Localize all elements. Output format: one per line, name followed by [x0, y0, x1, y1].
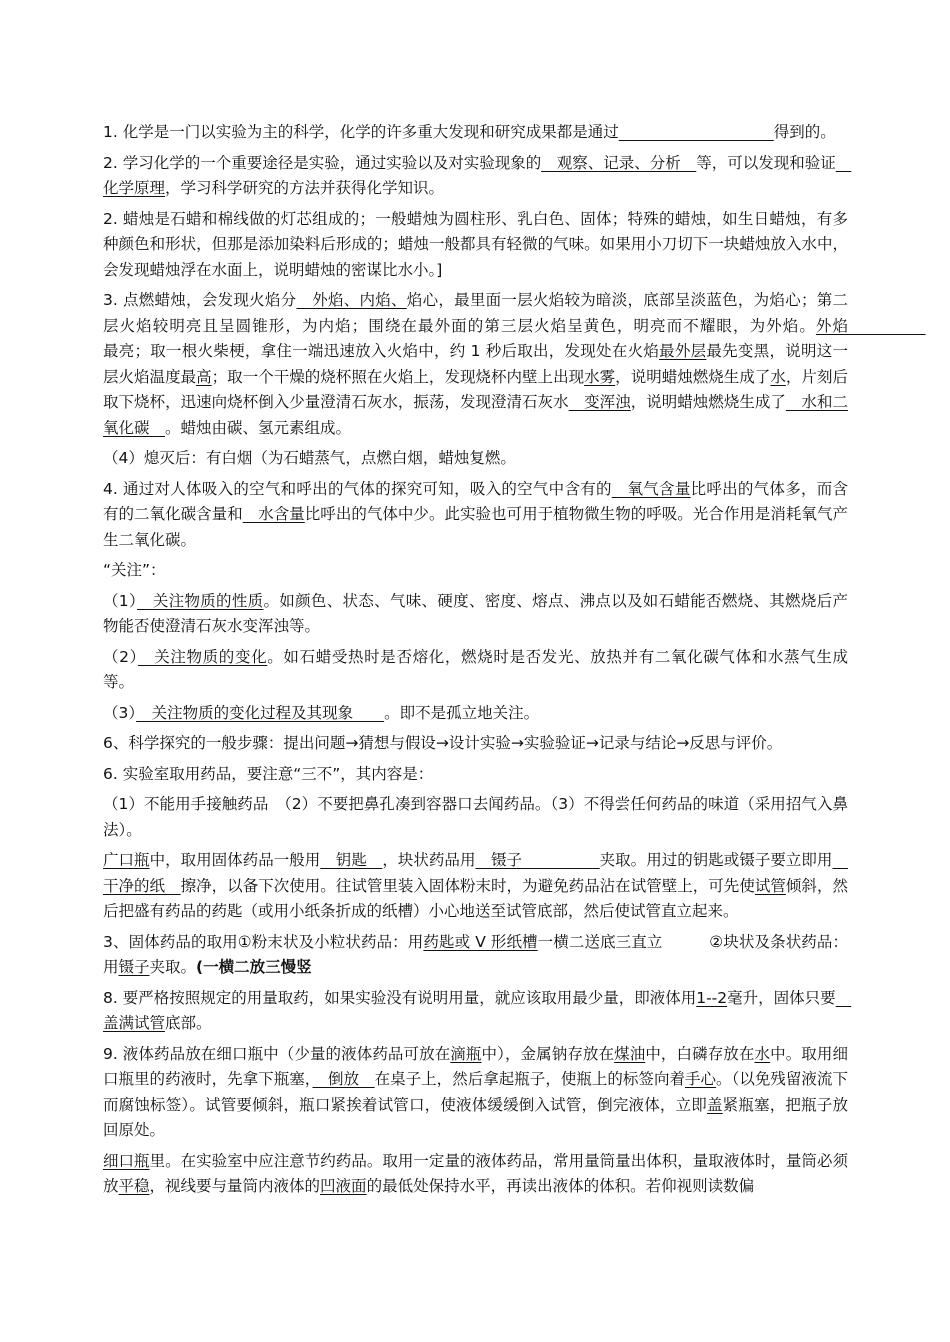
text-run: 。（以免残留液流下而腐蚀标签）。试管要倾斜，瓶口紧挨着试管口，使液体缓缓倒入试管，倒完液体，立即 — [103, 1070, 848, 1114]
paragraph-14 — [103, 848, 848, 925]
paragraph-9 — [103, 645, 848, 696]
answer-blank: 药匙或 V 形纸槽 — [423, 932, 538, 951]
answer-blank: 广口瓶 — [103, 851, 150, 869]
paragraph-10 — [103, 701, 848, 727]
paragraph-8 — [103, 589, 848, 640]
paragraph-4 — [103, 288, 926, 441]
text-run: 得到的。 — [773, 123, 836, 141]
answer-blank: 最外层 — [659, 342, 707, 360]
text-run: 擦净，以备下次使用。往试管里装入固体粉末时，为避免药品沾在试管壁上，可先使 — [180, 876, 755, 895]
text-run: （3） — [103, 703, 137, 722]
answer-blank: 外焰、内焰、 — [296, 291, 407, 309]
text-run: 。如颜色、状态、气味、硬度、密度、熔点、沸点以及如石蜡能否燃烧、其燃烧后产物能否使澄清石灰水变浑浊等。 — [103, 591, 848, 635]
answer-blank: 试管 — [754, 876, 786, 895]
paragraph-13 — [103, 792, 848, 843]
answer-blank: 平稳 — [118, 1177, 150, 1195]
text-run: 8. 要严格按照规定的用量取药，如果实验没有说明用量，就应该取用最少量，即液体用 — [103, 988, 697, 1007]
paragraph-12 — [103, 762, 848, 788]
text-run: 等，可以发现和验证 — [696, 153, 836, 172]
text-run: 焰心，最里面一层火焰较为暗淡，底部呈淡蓝色，为焰心；第二层火焰较明亮且呈圆锥形，为内焰；围绕在最外面的第三层火焰呈黄色，明亮而不耀眼，为外焰。 — [103, 291, 848, 335]
text-run: 比呼出的气体多，而含有的二氧化碳含量和 — [103, 479, 848, 523]
answer-blank: 观察、记录、分析 — [541, 153, 697, 172]
text-run: 1. 化学是一门以实验为主的科学，化学的许多重大发现和研究成果都是通过 — [103, 123, 619, 141]
text-run: 中，取用固体药品一般用 — [149, 851, 321, 869]
answer-blank: 倒放 — [312, 1070, 375, 1088]
text-run: 夹取。 — [149, 958, 197, 976]
text-run: 一横二送底三直立 ②块状及条状药品：用 — [103, 932, 848, 976]
paragraph-5 — [103, 446, 848, 472]
answer-blank: 镊子 — [475, 851, 600, 869]
paragraph-1 — [103, 120, 848, 146]
answer-blank: 关注物质的变化 — [138, 647, 268, 666]
text-run: 4. 通过对人体吸入的空气和呼出的气体的探究可知，吸入的空气中含有的 — [103, 479, 612, 498]
text-run: 9. 液体药品放在细口瓶中（少量的液体药品可放在 — [103, 1044, 451, 1063]
text-run: ，片刻后取下烧杯，迅速向烧杯倒入少量澄清石灰水，振荡，发现澄清石灰水 — [103, 367, 848, 411]
answer-blank: 镊子 — [118, 958, 150, 976]
answer-blank: 盖 — [706, 1095, 723, 1114]
text-run: 夹取。用过的钥匙或镊子要立即用 — [599, 851, 833, 869]
text-run: 倾斜，然后把盛有药品的药匙（或用小纸条折成的纸槽）小心地送至试管底部，然后使试管直立起来。 — [103, 876, 848, 920]
answer-blank: 关注物质的性质 — [137, 591, 264, 610]
text-run: 2. 学习化学的一个重要途径是实验，通过实验以及对实验现象的 — [103, 153, 542, 172]
answer-blank: 滴瓶 — [450, 1044, 482, 1063]
answer-blank: 变浑浊 — [568, 393, 631, 411]
text-run: 最先变黑，说明这一层火焰温度最 — [103, 342, 848, 386]
text-run: 。即不是孤立地关注。 — [384, 703, 540, 722]
text-run: 比呼出的气体中少。此实验也可用于植物微生物的呼吸。光合作用是消耗氧气产生二氧化碳。 — [103, 505, 848, 549]
paragraph-3 — [103, 207, 848, 284]
text-run: 中，白磷存放在 — [645, 1044, 755, 1063]
paragraph-2 — [103, 151, 852, 202]
answer-blank: 氧气含量 — [611, 479, 691, 498]
text-run: 2. 蜡烛是石蜡和棉线做的灯芯组成的；一般蜡烛为圆柱形、乳白色、固体；特殊的蜡烛，如生日蜡烛，有多种颜色和形状，但那是添加染料后形成的；蜡烛一般都具有轻微的气味。如果用小刀切下一块蜡烛放入水中，会发现蜡烛浮在水面上，说明蜡烛的密谋比水小。] — [103, 209, 848, 279]
text-run: 。如石蜡受热时是否熔化，燃烧时是否发光、放热并有二氧化碳气体和水蒸气生成等。 — [103, 647, 848, 691]
answer-blank: 高 — [196, 367, 212, 386]
answer-blank: 化学原理 — [103, 153, 852, 197]
bold-text: (一横二放三慢竖 — [196, 958, 312, 976]
text-run: 最亮；取一根火柴梗，拿住一端迅速放入火焰中，约 1 秒后取出，发现处在火焰 — [103, 342, 660, 360]
text-run: （1）不能用手接触药品 （2）不要把鼻孔凑到容器口去闻药品。（3）不得尝任何药品的味道（采用招气入鼻法）。 — [103, 795, 848, 839]
text-run: （1） — [103, 591, 138, 610]
answer-blank: 外焰 — [815, 316, 926, 335]
text-run: 里。在实验室中应注意节约药品。取用一定量的液体药品，常用量筒量出体积，量取液体时，量筒必须放 — [103, 1151, 848, 1195]
answer-blank: 钥匙 — [320, 851, 383, 869]
text-run: 6. 实验室取用药品，要注意“三不”，其内容是： — [103, 764, 434, 783]
text-run: 中。取用细口瓶里的药液时，先拿下瓶塞， — [103, 1044, 848, 1088]
text-run: ，说明蜡烛燃烧生成了 — [615, 367, 771, 386]
paragraph-15 — [103, 930, 848, 981]
answer-blank: 水 — [770, 367, 786, 386]
answer-blank: 水雾 — [584, 367, 616, 386]
text-run: “关注”： — [103, 561, 166, 579]
text-run: ；取一个干燥的烧杯照在火焰上，发现烧杯内壁上出现 — [211, 367, 585, 386]
answer-blank: 细口瓶 — [103, 1151, 150, 1170]
text-run: （4）熄灭后：有白烟（为石蜡蒸气，点燃白烟，蜡烛复燃。 — [103, 449, 516, 467]
answer-blank: 凹液面 — [320, 1177, 367, 1195]
text-run: 紧瓶塞，把瓶子放回原处。 — [103, 1095, 848, 1139]
text-run: 毫升，固体只要 — [727, 988, 836, 1007]
paragraph-11 — [103, 731, 848, 757]
paragraph-16 — [103, 986, 852, 1037]
paragraph-6 — [103, 477, 848, 554]
answer-blank: 1--2 — [696, 988, 728, 1007]
answer-blank — [619, 123, 774, 141]
answer-blank: 盖满试管 — [103, 988, 852, 1032]
answer-blank: 水 — [754, 1044, 771, 1063]
text-run: 在桌子上，然后拿起瓶子，使瓶上的标签向着 — [374, 1070, 685, 1088]
document-body — [103, 120, 926, 1205]
text-run: 底部。 — [165, 1014, 212, 1032]
text-run: 。蜡烛由碳、氢元素组成。 — [165, 418, 352, 437]
text-run: ，说明蜡烛燃烧生成了 — [630, 393, 786, 411]
text-run: 3. 点燃蜡烛，会发现火焰分 — [103, 291, 297, 309]
text-run: ，学习科学研究的方法并获得化学知识。 — [165, 179, 445, 197]
text-run: 中），金属钠存放在 — [481, 1044, 615, 1063]
text-run: 6、科学探究的一般步骤：提出问题→猜想与假设→设计实验→实验验证→记录与结论→反思与评价。 — [103, 734, 783, 752]
text-run: 3、固体药品的取用①粉末状及小粒状药品：用 — [103, 932, 424, 951]
answer-blank: 煤油 — [614, 1044, 646, 1063]
text-run: ，块状药品用 — [382, 851, 476, 869]
paragraph-18 — [103, 1149, 848, 1200]
text-run: ，视线要与量筒内液体的 — [149, 1177, 321, 1195]
answer-blank: 水和二氧化碳 — [103, 393, 848, 437]
answer-blank: 水含量 — [242, 505, 305, 523]
paragraph-7 — [103, 558, 848, 584]
text-run: 的最低处保持水平，再读出液体的体积。若仰视则读数偏 — [366, 1177, 755, 1195]
text-run: （2） — [103, 647, 139, 666]
answer-blank: 干净的纸 — [103, 851, 848, 895]
answer-blank: 手心 — [685, 1070, 717, 1088]
paragraph-17 — [103, 1042, 848, 1144]
answer-blank: 关注物质的变化过程及其现象 — [136, 703, 385, 722]
